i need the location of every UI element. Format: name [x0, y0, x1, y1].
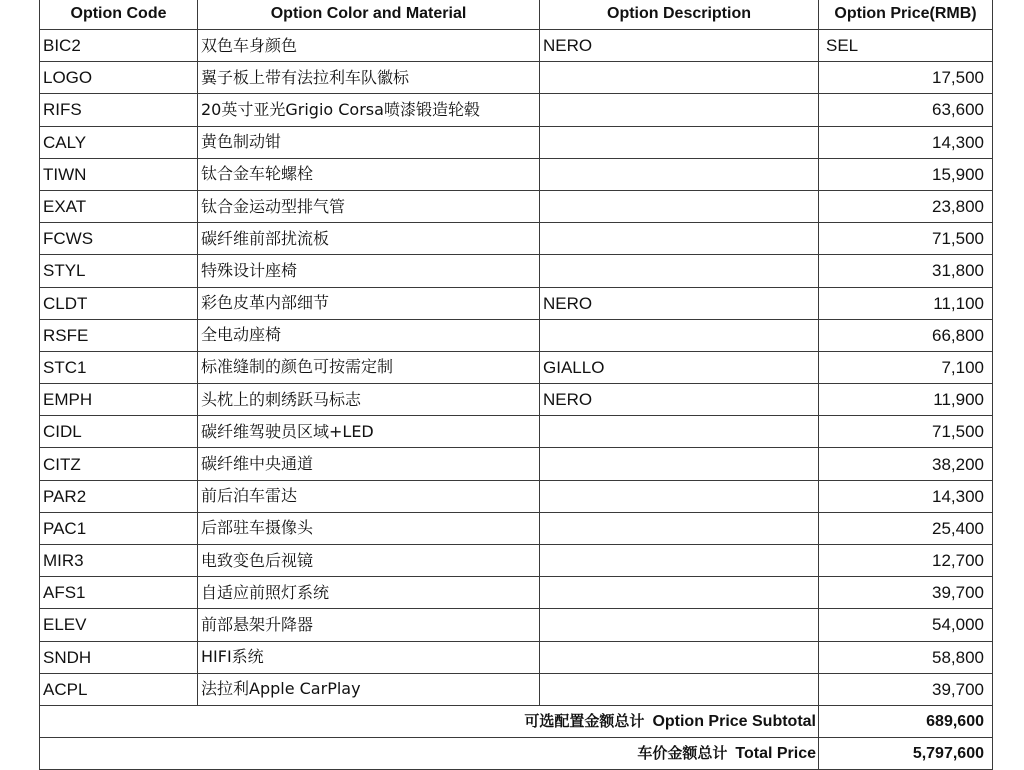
option-description-cell: NERO: [540, 287, 819, 319]
table-row: [40, 94, 993, 126]
option-price-table: [39, 0, 993, 770]
option-code-cell: CIDL: [40, 416, 198, 448]
option-description-cell: [540, 545, 819, 577]
option-description-cell: [540, 126, 819, 158]
option-code-cell: CALY: [40, 126, 198, 158]
option-code-cell: MIR3: [40, 545, 198, 577]
option-description-cell: GIALLO: [540, 351, 819, 383]
option-description-cell: [540, 255, 819, 287]
option-price-cell: 39,700: [819, 577, 993, 609]
option-material-cell: HIFI系统: [198, 641, 540, 673]
option-price-cell: 17,500: [819, 62, 993, 94]
table-row: [40, 641, 993, 673]
option-description-cell: [540, 223, 819, 255]
option-material-cell: 电致变色后视镜: [198, 545, 540, 577]
option-material-cell: 碳纤维前部扰流板: [198, 223, 540, 255]
option-code-cell: EXAT: [40, 190, 198, 222]
option-price-cell: 11,900: [819, 384, 993, 416]
option-material-cell: 钛合金运动型排气管: [198, 190, 540, 222]
option-price-cell: 15,900: [819, 158, 993, 190]
subtotal-label-en: Option Price Subtotal: [652, 712, 816, 730]
table-row: [40, 416, 993, 448]
option-material-cell: 20英寸亚光Grigio Corsa喷漆锻造轮毂: [198, 94, 540, 126]
table-row: [40, 190, 993, 222]
table-row: [40, 255, 993, 287]
option-material-cell: 前部悬架升降器: [198, 609, 540, 641]
option-code-cell: ELEV: [40, 609, 198, 641]
total-label-en: Total Price: [735, 744, 816, 762]
table-row: [40, 319, 993, 351]
option-description-cell: [540, 62, 819, 94]
header-option-description: Option Description: [540, 0, 819, 30]
option-price-cell: 63,600: [819, 94, 993, 126]
option-description-cell: [540, 641, 819, 673]
option-material-cell: 全电动座椅: [198, 319, 540, 351]
option-price-cell: 11,100: [819, 287, 993, 319]
option-code-cell: CLDT: [40, 287, 198, 319]
option-price-cell: 14,300: [819, 126, 993, 158]
table-row: [40, 512, 993, 544]
option-code-cell: STYL: [40, 255, 198, 287]
subtotal-row: [40, 705, 993, 737]
table-row: [40, 577, 993, 609]
table-row: [40, 351, 993, 383]
option-code-cell: RSFE: [40, 319, 198, 351]
option-price-cell: SEL: [819, 30, 993, 62]
option-code-cell: EMPH: [40, 384, 198, 416]
option-code-cell: STC1: [40, 351, 198, 383]
option-description-cell: [540, 512, 819, 544]
header-option-price: Option Price(RMB): [819, 0, 993, 30]
table-row: [40, 673, 993, 705]
option-material-cell: 自适应前照灯系统: [198, 577, 540, 609]
option-material-cell: 翼子板上带有法拉利车队徽标: [198, 62, 540, 94]
total-row: [40, 738, 993, 770]
option-code-cell: ACPL: [40, 673, 198, 705]
option-description-cell: NERO: [540, 384, 819, 416]
option-code-cell: FCWS: [40, 223, 198, 255]
option-code-cell: TIWN: [40, 158, 198, 190]
table-row: [40, 126, 993, 158]
option-code-cell: PAR2: [40, 480, 198, 512]
option-material-cell: 碳纤维中央通道: [198, 448, 540, 480]
option-description-cell: [540, 673, 819, 705]
option-price-cell: 71,500: [819, 416, 993, 448]
option-material-cell: 标准缝制的颜色可按需定制: [198, 351, 540, 383]
option-description-cell: [540, 416, 819, 448]
option-description-cell: [540, 609, 819, 641]
option-material-cell: 彩色皮革内部细节: [198, 287, 540, 319]
option-description-cell: [540, 319, 819, 351]
option-price-cell: 14,300: [819, 480, 993, 512]
option-price-cell: 23,800: [819, 190, 993, 222]
option-description-cell: [540, 190, 819, 222]
option-code-cell: RIFS: [40, 94, 198, 126]
option-code-cell: PAC1: [40, 512, 198, 544]
table-row: [40, 609, 993, 641]
table-header-row: [40, 0, 993, 30]
option-price-cell: 25,400: [819, 512, 993, 544]
option-material-cell: 黄色制动钳: [198, 126, 540, 158]
option-price-cell: 58,800: [819, 641, 993, 673]
header-option-code: Option Code: [40, 0, 198, 30]
table-row: [40, 62, 993, 94]
option-description-cell: [540, 94, 819, 126]
option-price-cell: 66,800: [819, 319, 993, 351]
option-price-cell: 54,000: [819, 609, 993, 641]
option-price-sheet: [39, 0, 992, 770]
option-description-cell: NERO: [540, 30, 819, 62]
option-price-cell: 71,500: [819, 223, 993, 255]
option-price-cell: 39,700: [819, 673, 993, 705]
header-option-material: Option Color and Material: [198, 0, 540, 30]
option-material-cell: 特殊设计座椅: [198, 255, 540, 287]
option-description-cell: [540, 577, 819, 609]
option-price-cell: 38,200: [819, 448, 993, 480]
option-price-cell: 31,800: [819, 255, 993, 287]
subtotal-label-cn: 可选配置金额总计: [524, 711, 645, 730]
option-material-cell: 法拉利Apple CarPlay: [198, 673, 540, 705]
table-row: [40, 287, 993, 319]
subtotal-value: 689,600: [819, 705, 993, 737]
table-row: [40, 223, 993, 255]
table-row: [40, 545, 993, 577]
total-value: 5,797,600: [819, 738, 993, 770]
option-code-cell: SNDH: [40, 641, 198, 673]
table-row: [40, 448, 993, 480]
subtotal-label: [40, 705, 819, 737]
option-code-cell: CITZ: [40, 448, 198, 480]
total-label-cn: 车价金额总计: [637, 743, 728, 762]
option-code-cell: BIC2: [40, 30, 198, 62]
option-code-cell: AFS1: [40, 577, 198, 609]
option-price-cell: 7,100: [819, 351, 993, 383]
table-row: [40, 158, 993, 190]
option-code-cell: LOGO: [40, 62, 198, 94]
option-description-cell: [540, 158, 819, 190]
table-row: [40, 30, 993, 62]
option-price-cell: 12,700: [819, 545, 993, 577]
total-label: [40, 738, 819, 770]
option-material-cell: 钛合金车轮螺栓: [198, 158, 540, 190]
option-material-cell: 前后泊车雷达: [198, 480, 540, 512]
option-material-cell: 头枕上的刺绣跃马标志: [198, 384, 540, 416]
option-material-cell: 后部驻车摄像头: [198, 512, 540, 544]
option-description-cell: [540, 448, 819, 480]
option-description-cell: [540, 480, 819, 512]
table-row: [40, 384, 993, 416]
option-material-cell: 碳纤维驾驶员区域+LED: [198, 416, 540, 448]
option-material-cell: 双色车身颜色: [198, 30, 540, 62]
table-row: [40, 480, 993, 512]
option-rows: [40, 30, 993, 706]
